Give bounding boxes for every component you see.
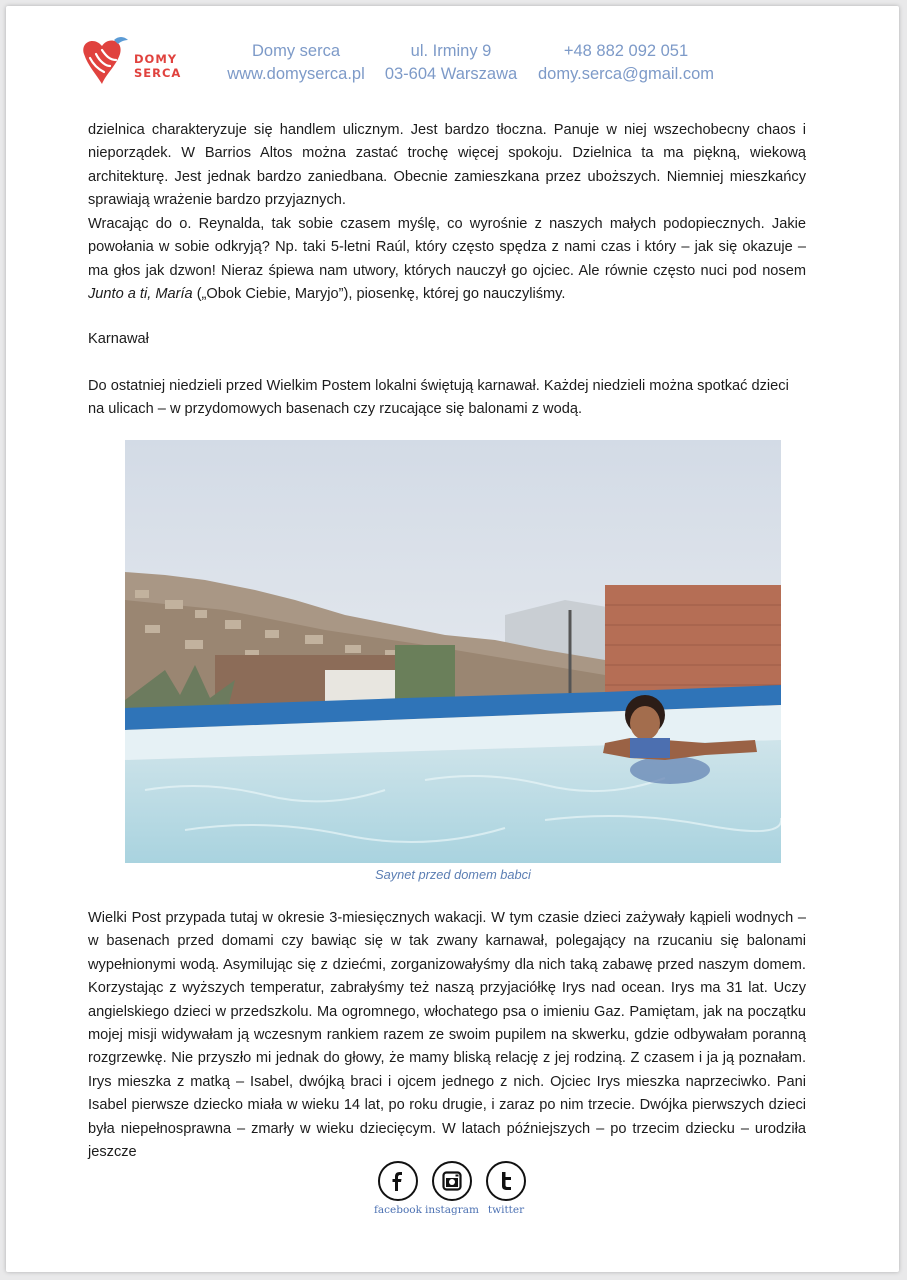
heart-hands-icon bbox=[78, 32, 136, 92]
paragraph-1: dzielnica charakteryzuje się handlem ulicznym. Jest bardzo tłoczna. Panuje w niej wszechobecny chaos i nieporządek. W Barrios Altos można zastać trochę więcej spokoju. Dzielnica ta ma piękną, wiekową architekturę. Jest jednak bardzo zaniedbana. Obecnie zamieszkana przez uboższych. Niemniej mieszkańcy sprawiają wrażenie bardzo przyjaznych. bbox=[88, 122, 806, 209]
email-link[interactable]: domy.serca@gmail.com bbox=[538, 65, 714, 83]
instagram-link[interactable] bbox=[422, 1160, 482, 1216]
phone-number: +48 882 092 051 bbox=[563, 42, 689, 60]
song-title: Junto a ti, María bbox=[88, 286, 193, 303]
paragraph-2 bbox=[88, 213, 806, 307]
paragraph-3: Do ostatniej niedzieli przed Wielkim Postem lokalni świętują karnawał. Każdej niedzieli można spotkać dzieci na ulicach – w przydomowych basenach czy rzucające się balonami z wodą. bbox=[88, 378, 789, 418]
facebook-icon bbox=[377, 1160, 419, 1202]
instagram-icon bbox=[431, 1160, 473, 1202]
photo-caption: Saynet przed domem babci bbox=[375, 867, 531, 882]
letterhead bbox=[6, 6, 899, 116]
twitter-label: twitter bbox=[487, 1204, 525, 1216]
city-address: 03-604 Warszawa bbox=[384, 65, 518, 83]
paragraph-4: Wielki Post przypada tutaj w okresie 3-miesięcznych wakacji. W tym czasie dzieci zażywały kąpieli wodnych – w basenach przed domami czy bawiąc się w tak zwany karnawał, polegający na rzucaniu się balonami wypełnionymi wodą. Asymilując się z dziećmi, zorganizowałyśmy dla nich taką zabawę przed naszym domem. Korzystając z wyższych temperatur, zabrałyśmy też naszą przyjaciółkę Irys nad ocean. Irys ma 31 lat. Uczy angielskiego dzieci w przedszkolu. Ma ogromnego, włochatego psa o imieniu Gaz. Pamiętam, jak na początku mojej misji widywałam ją wczesnym rankiem razem ze swoim pupilem na skwerku, gdzie odbywałam poranną rozgrzewkę. Nie przyszło mi jednak do głowy, że mamy bliską relację z jej rodziną. Z czasem i ja ją poznałam. Irys mieszka z matką – Isabel, dwójką braci i ojcem jednego z nich. Ojciec Irys mieszka naprzeciwko. Pani Isabel pierwsze dziecko miała w wieku 14 lat, po roku drugie, i zaraz po nim trzecie. Dwójka pierwszych dzieci była niepełnosprawna – zmarły w wieku dziecięcym. W latach późniejszych – po trzecim dziecku – urodziła jeszcze bbox=[88, 910, 806, 1161]
twitter-link[interactable] bbox=[476, 1160, 536, 1216]
paragraph-2-text-b: („Obok Ciebie, Maryjo”), piosenkę, której go nauczyliśmy. bbox=[192, 286, 566, 303]
instagram-label: instagram bbox=[425, 1204, 479, 1216]
facebook-link[interactable] bbox=[368, 1160, 428, 1216]
street-address: ul. Irminy 9 bbox=[410, 42, 492, 60]
paragraph-2-text-a: Wracając do o. Reynalda, tak sobie czasem myślę, co wyrośnie z naszych małych podopiecznych. Jakie powołania w sobie odkryją? Np. taki 5-letni Raúl, który często spędza z nami czas i który – jak się okazuje – ma głos jak dzwon! Nieraz śpiewa nam utwory, których nauczył go ojciec. Ale równie często nuci pod nosem bbox=[88, 216, 806, 279]
pool-photo bbox=[125, 440, 781, 863]
header-address-block bbox=[366, 40, 536, 86]
domy-serca-logo bbox=[78, 32, 188, 92]
facebook-label: facebook bbox=[374, 1204, 422, 1216]
header-contact-block bbox=[516, 40, 736, 86]
website-link[interactable]: www.domyserca.pl bbox=[227, 65, 365, 83]
logo-wordmark bbox=[134, 52, 194, 80]
org-name: Domy serca bbox=[251, 42, 341, 60]
logo-text-line2: SERCA bbox=[134, 66, 182, 80]
twitter-icon bbox=[485, 1160, 527, 1202]
section-heading: Karnawał bbox=[88, 331, 149, 347]
document-page bbox=[6, 6, 899, 1272]
logo-text-line1: DOMY bbox=[134, 52, 178, 66]
